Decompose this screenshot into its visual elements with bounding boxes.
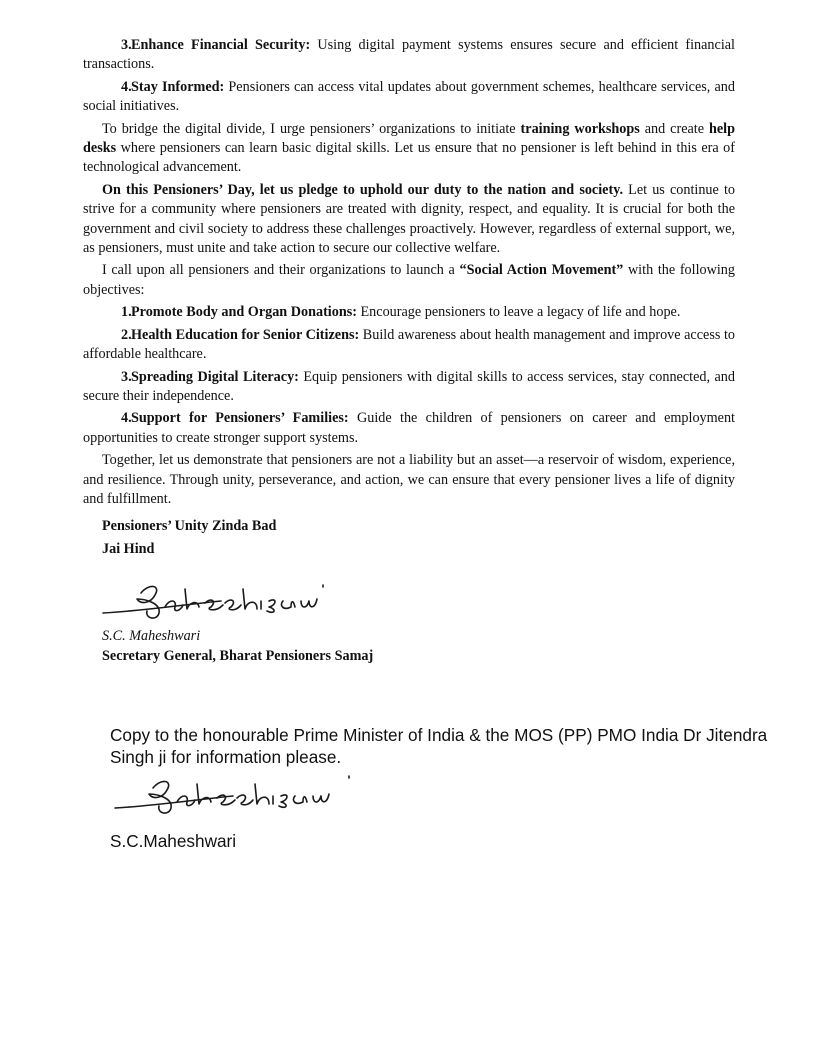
- item-text: Encourage pensioners to leave a legacy of life and hope.: [356, 304, 681, 321]
- copy-note: Copy to the honourable Prime Minister of India & the MOS (PP) PMO India Dr Jitendra Singh ji for information please.: [110, 725, 768, 767]
- list-item: [83, 368, 735, 407]
- call-text: with the following objectives:: [83, 262, 735, 298]
- pledge-paragraph: [83, 181, 735, 259]
- letter-body: [83, 36, 735, 666]
- movement-name: “Social Action Movement”: [459, 262, 624, 279]
- item-text: Equip pensioners with digital skills to access services, stay connected, and secure their independence.: [83, 368, 735, 404]
- slogan-jai-hind: Jai Hind: [102, 541, 155, 558]
- signatory-name: S.C. Maheshwari: [102, 628, 201, 645]
- handwritten-signature-copy: [113, 770, 363, 820]
- call-paragraph: [83, 261, 735, 300]
- call-text: I call upon all pensioners and their organizations to launch a: [102, 262, 460, 279]
- item-title: Support for Pensioners’ Families:: [131, 410, 349, 427]
- item-title: Health Education for Senior Citizens:: [131, 326, 360, 343]
- item-text: Build awareness about health management and improve access to affordable healthcare.: [83, 326, 735, 363]
- bridge-emphasis: training workshops: [520, 120, 640, 137]
- item-title: Enhance Financial Security:: [131, 37, 311, 53]
- bridge-text: where pensioners can learn basic digital skills. Let us ensure that no pensioner is left behind in this era of technological advancement.: [83, 140, 735, 176]
- item-text: Using digital payment systems ensures secure and efficient financial transactions.: [83, 37, 735, 73]
- item-number: 3.: [121, 368, 132, 385]
- handwritten-signature: [101, 569, 341, 627]
- signatory-title: Secretary General, Bharat Pensioners Samaj: [102, 647, 374, 664]
- item-number: 1.: [121, 304, 132, 321]
- bridge-emphasis: help desks: [83, 120, 735, 157]
- slogan-unity: Pensioners’ Unity Zinda Bad: [102, 518, 277, 535]
- pledge-text: Let us continue to strive for a community where pensioners are treated with dignity, respect, and equality. It is crucial for both the government and civil society to address these challenges proactively. However, regardless of external support, we, as pensioners, must unite and take action to secure our collective welfare.: [83, 181, 735, 257]
- item-number: 3.: [121, 37, 132, 53]
- closing-slogans: [83, 515, 735, 561]
- bridge-paragraph: [83, 120, 735, 178]
- item-text: Guide the children of pensioners on career and employment opportunities to create stronger support systems.: [83, 410, 735, 446]
- item-title: Stay Informed:: [131, 78, 225, 95]
- item-title: Promote Body and Organ Donations:: [131, 304, 357, 321]
- item-number: 4.: [121, 78, 132, 95]
- item-title: Spreading Digital Literacy:: [131, 368, 299, 385]
- item-number: 2.: [121, 326, 132, 343]
- list-item: [83, 409, 735, 448]
- bridge-text: To bridge the digital divide, I urge pensioners’ organizations to initiate: [102, 120, 521, 137]
- bridge-text: and create: [639, 120, 709, 137]
- list-item: [83, 36, 735, 75]
- item-text: Pensioners can access vital updates about government schemes, healthcare services, and social initiatives.: [83, 78, 735, 115]
- pledge-emphasis: On this Pensioners’ Day, let us pledge to uphold our duty to the nation and society.: [102, 181, 624, 198]
- item-number: 4.: [121, 410, 132, 427]
- copy-signatory-name: S.C.Maheshwari: [110, 831, 237, 851]
- list-item: [83, 326, 735, 365]
- list-item: [83, 303, 735, 322]
- together-paragraph: Together, let us demonstrate that pensioners are not a liability but an asset—a reservoir of wisdom, experience, and resilience. Through unity, perseverance, and action, we can ensure that every pensioner lives a life of dignity and fulfillment.: [83, 452, 735, 507]
- list-item: [83, 78, 735, 117]
